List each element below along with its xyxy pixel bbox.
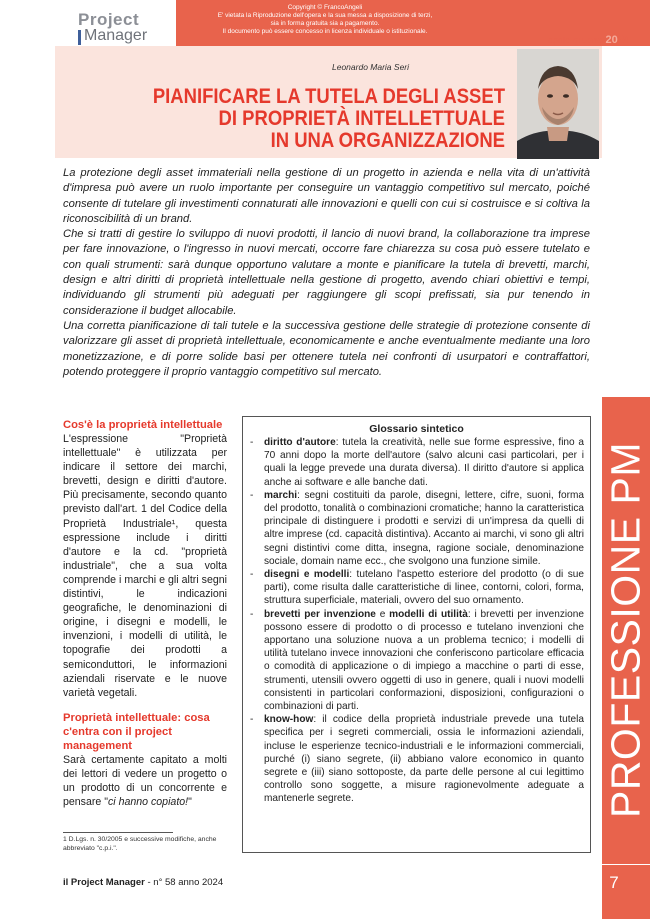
- left-column: [63, 418, 227, 809]
- glossary-item: - diritto d'autore: tutela la creatività, nelle sue forme espressive, fino a 70 anni dopo la morte dell'autore (salvo alcuni casi particolari, per i quali la legge prevede una durata diversa). Il diritto d'autore si applica anche ai software e alle banche dati.: [250, 437, 584, 488]
- issue-year-b: 24: [617, 34, 630, 46]
- copyright-line: sia in forma gratuita sia a pagamento.: [270, 20, 380, 27]
- glossary-item: - marchi: segni costituiti da parole, disegni, lettere, cifre, suoni, forma del prodotto, tonalità o combinazioni cromatiche; hanno la caratteristica principale di distinguere i prodotti e servizi di un'impresa da quelli di altre imprese (cd. capacità distintiva). Accanto ai marchi, vi sono gli altri segni distintivi come ditta, insegna, ragione sociale, denominazione sociale, domain name ecc., che svolgono una funzione simile.: [250, 489, 584, 567]
- glossary-definition: : segni costituiti da parole, disegni, lettere, cifre, suoni, forma del prodotto, tonalità o combinazioni cromatiche; hanno la caratteristica principale di distinguere i prodotti e servizi di un'impresa da quelli di altre imprese (cd. capacità distintiva). Accanto ai marchi, vi sono gli altri segni distintivi come ditta, insegna, ragione sociale, denominazione sociale, domain name ecc., che svolgono una funzione simile.: [264, 489, 584, 567]
- copyright-line: E' vietata la Riproduzione dell'opera e la sua messa a disposizione di terzi,: [217, 12, 433, 19]
- glossary-definition: : il codice della proprietà industriale prevede una tutela specifica per i segreti commerciali, ossia le informazioni aziendali, incluse le esperienze tecnico-industriali e le informazioni commerciali, purché (i) siano segrete, (ii) abbiano valore economico in quanto segrete e (iii) siano sottoposte, da parte delle persone al cui legittimo controllo sono soggette, a misure ragionevolmente adeguate a mantenerle segrete.: [264, 714, 584, 805]
- glossary-item: - disegni e modelli: tutelano l'aspetto esteriore del prodotto (o di sue parti), come risulta dalle caratteristiche di linee, contorni, colori, forma, struttura superficiale, materiali, ovvero del suo ornamento.: [250, 569, 584, 607]
- article-title: [144, 86, 505, 152]
- glossary-definition: : tutelano l'aspetto esteriore del prodotto (o di sue parti), come risulta dalle caratteristiche di linee, contorni, colori, forma, struttura superficiale, materiali, ovvero del suo ornamento.: [264, 569, 584, 607]
- glossary-title: Glossario sintetico: [369, 423, 464, 435]
- title-line: IN UNA ORGANIZZAZIONE: [270, 129, 505, 152]
- glossary-term: disegni e modelli: [264, 569, 350, 581]
- page-footer: [63, 877, 223, 888]
- author-photo: [517, 49, 599, 159]
- footnote: 1 D.Lgs. n. 30/2005 e successive modifiche, anche abbreviato "c.p.i.".: [63, 836, 217, 852]
- intro-paragraph: La protezione degli asset immateriali nella gestione di un progetto in azienda e nella vita di un'attività d'impresa può avere un ruolo importante per conseguire un vantaggio competitivo sul mercato, poiché consente di tutelare gli investimenti connaturati alle innovazioni e quelli con cui si costruisce e si coltiva la riconoscibilità di un brand.: [63, 167, 590, 225]
- intro-paragraph: Che si tratti di gestire lo sviluppo di nuovi prodotti, il lancio di nuovi brand, la collaborazione tra imprese per fare innovazione, o l'ingresso in nuovi mercati, occorre fare chiarezza su cosa può essere tutelato e con quali strumenti: sarà dunque opportuno valutare a monte e pianificare la tutela di brevetti, marchi, design e altri diritti di proprietà intellettuale nella gestione di progetto, avendo chiari obiettivi e tempi, individuando gli strumenti più adeguati per raggiungere gli scopi prefissati, sia pur tenendo in considerazione il budget allocabile.: [63, 228, 590, 317]
- logo-line2: Manager: [84, 27, 148, 44]
- glossary-item: - brevetti per invenzione e modelli di utilità: i brevetti per invenzione possono essere di prodotto o di processo e tutelano invenzioni che apportano una soluzione nuova a un problema tecnico; i modelli di utilità tutelano invece innovazioni che conferiscono particolare efficacia o comodità di applicazione o di impiego a macchine o parti di esse, strumenti, utensili ovvero oggetti di uso in genere, quali i nuovi modelli consistenti in particolari conformazioni, disposizioni, configurazioni o combinazioni di parti.: [250, 608, 585, 713]
- section-body: [63, 753, 227, 809]
- page-number: 7: [609, 873, 619, 892]
- section-label-vertical: PROFESSIONE PM: [602, 441, 649, 819]
- title-line: DI PROPRIETÀ INTELLETTUALE: [218, 107, 506, 130]
- glossary-term: brevetti per invenzione: [264, 608, 376, 620]
- copyright-line: Il documento può essere concesso in licenza individuale o istituzionale.: [222, 28, 428, 35]
- glossary-term: know-how: [264, 714, 314, 726]
- copyright-line: Copyright © FrancoAngeli: [287, 4, 363, 11]
- intro-paragraph: Una corretta pianificazione di tali tutele e la successiva gestione delle strategie di protezione consente di valorizzare gli asset di proprietà intellettuale, economicamente e anche eventualmente mediante una loro monetizzazione, e di porre solide basi per ottenere tutela nei confronti di usurpatori e contraffattori, potendo proteggere il proprio vantaggio competitivo sul mercato.: [63, 319, 590, 378]
- section-body-text: Sarà certamente capitato a molti dei lettori di vedere un progetto o un prodotto di un concorrente e pensare ": [63, 753, 227, 809]
- footer-issue: - n° 58 anno 2024: [144, 877, 224, 888]
- footnote-divider: [63, 832, 173, 833]
- footer-magazine: il Project Manager: [63, 877, 145, 888]
- section-body: L'espressione "Proprietà intellettuale" è utilizzata per indicare il settore dei marchi, brevetti, design e diritti d'autore. Più precisamente, secondo quanto previsto dall'art. 1 del Codice della Proprietà Industriale¹, questa espressione include i diritti d'autore e la cd. "proprietà industriale", che a sua volta comprende i marchi e gli altri segni distintivi, le indicazioni geografiche, le denominazioni di origine, i disegni e modelli, le invenzioni, i modelli di utilità, le topografie dei prodotti a semiconduttori, le informazioni aziendali riservate e le nuove varietà vegetali.: [63, 433, 227, 699]
- copyright-text: [185, 4, 465, 36]
- author-name: Leonardo Maria Seri: [332, 62, 410, 72]
- section-heading: Proprietà intellettuale: cosa c'entra con il project management: [63, 711, 210, 752]
- section-body-quote: ci hanno copiato!: [108, 796, 189, 809]
- logo-line1: Project: [78, 10, 140, 29]
- logo-bar: [78, 30, 81, 45]
- title-line: PIANIFICARE LA TUTELA DEGLI ASSET: [152, 85, 505, 108]
- project-manager-logo: [78, 10, 173, 44]
- glossary-list: [250, 436, 584, 806]
- glossary-definition: : i brevetti per invenzione possono essere di prodotto o di processo e tutelano invenzioni che apportano una soluzione nuova a un problema tecnico; i modelli di utilità tutelano invece innovazioni che conferiscono particolare efficacia o comodità di applicazione o di impiego a macchine o parti di esse, strumenti, utensili ovvero oggetti di uso in genere, quali i nuovi modelli consistenti in particolari conformazioni, disposizioni, configurazioni o combinazioni di parti.: [264, 608, 585, 713]
- glossary-definition: : tutela la creatività, nelle sue forme espressive, fino a 70 anni dopo la morte dell'autore (salvo alcuni casi particolari, per i quali la legge prevede una durata diversa). Il diritto d'autore si applica anche ai software e alle banche dati.: [264, 437, 584, 488]
- glossary-term: diritto d'autore: [264, 437, 336, 448]
- glossary-term: marchi: [264, 489, 298, 501]
- section-body-text: ": [188, 796, 192, 809]
- glossary-item: - know-how: il codice della proprietà industriale prevede una tutela specifica per i segreti commerciali, ossia le informazioni aziendali, incluse le esperienze tecnico-industriali e le informazioni commerciali, purché (i) siano segrete, (ii) abbiano valore economico in quanto segrete e (iii) siano sottoposte, da parte delle persone al cui legittimo controllo sono soggette, a misure ragionevolmente adeguate a mantenerle segrete.: [250, 714, 584, 805]
- issue-year-a: 20: [605, 34, 618, 46]
- section-heading: Cos'è la proprietà intellettuale: [63, 419, 223, 431]
- glossary-connector: e: [375, 608, 390, 620]
- issue-date: aprile-giugno 2024: [547, 34, 630, 46]
- article-intro: [63, 166, 590, 380]
- issue-month-a: aprile: [547, 35, 570, 45]
- glossary-term: modelli di utilità: [389, 608, 468, 620]
- issue-month-b: giugno: [572, 35, 603, 45]
